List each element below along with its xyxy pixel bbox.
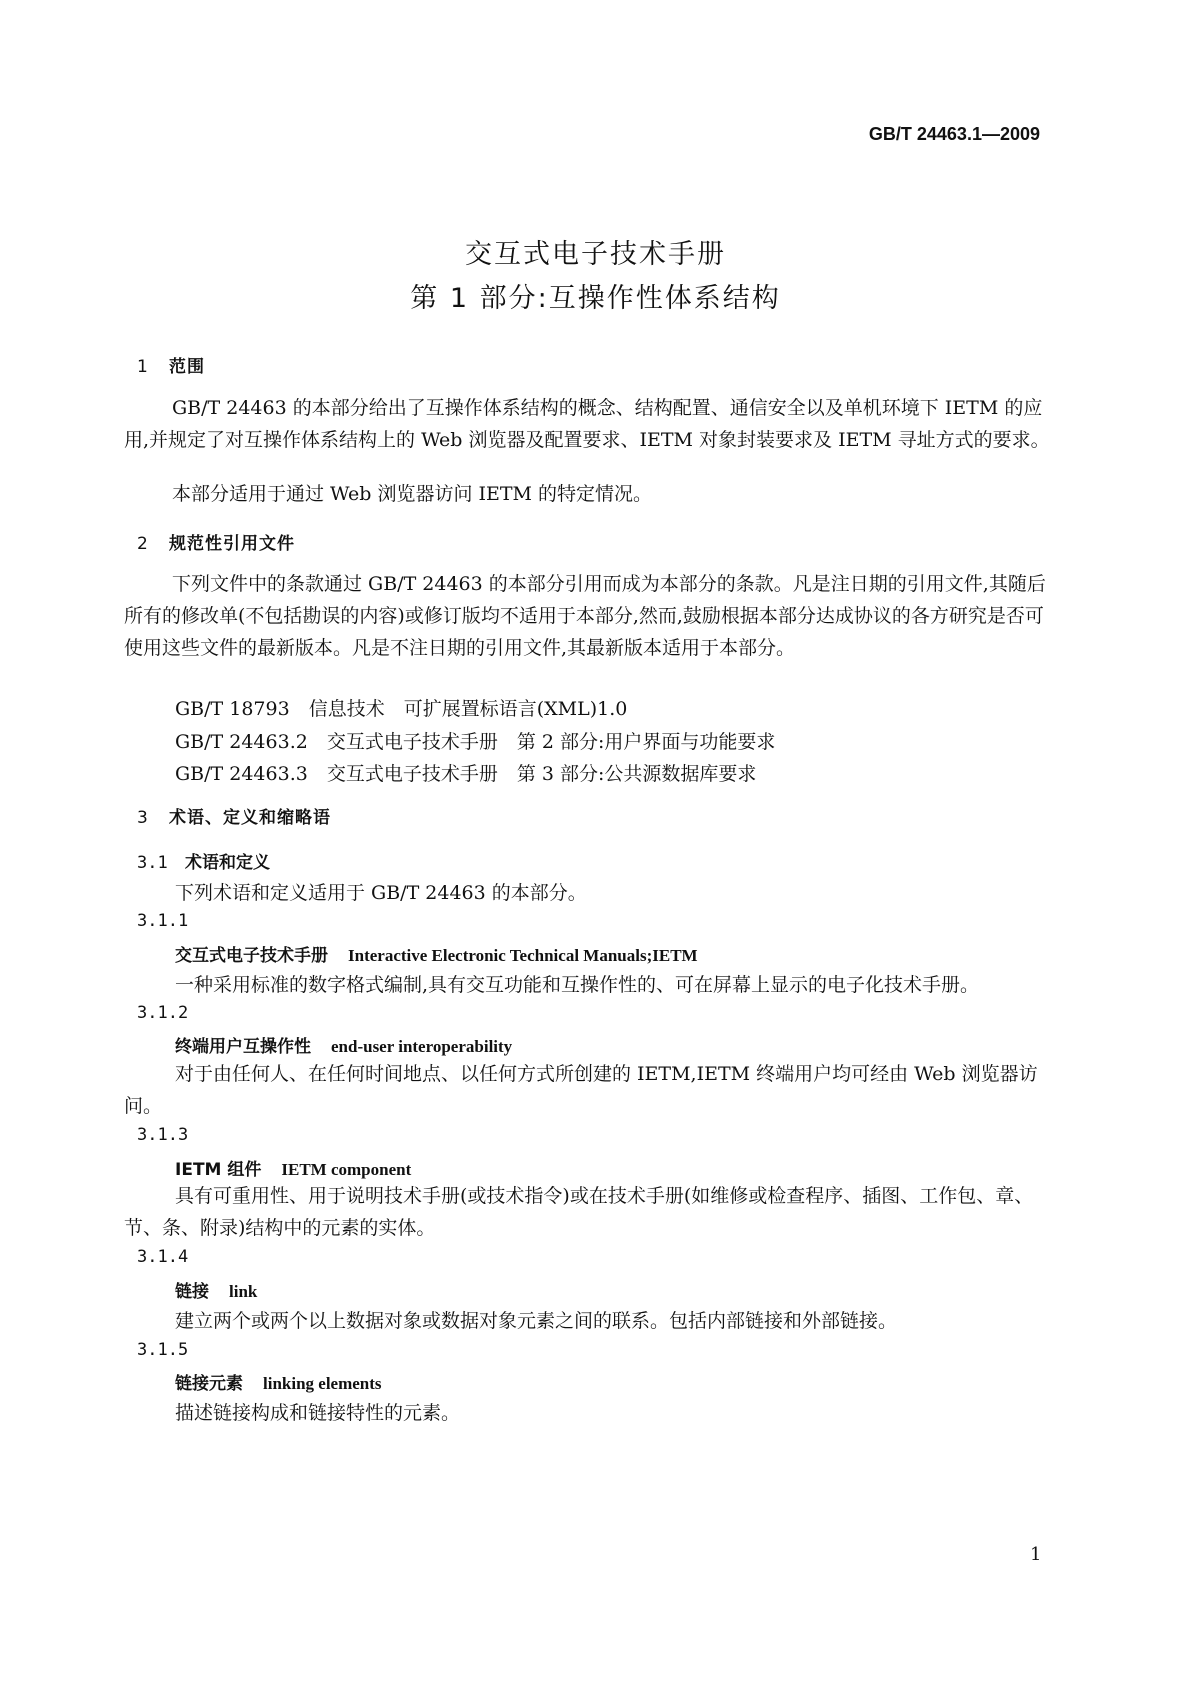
term-entry [175, 1032, 512, 1057]
section-title: 范围 [169, 357, 205, 377]
term-number: 3.1.4 [137, 1247, 189, 1267]
term-number: 3.1.3 [137, 1125, 189, 1145]
term-english: linking elements [263, 1374, 382, 1393]
normative-references-paragraph: 下列文件中的条款通过 GB/T 24463 的本部分引用而成为本部分的条款。凡是注日期的引用文件,其随后所有的修改单(不包括勘误的内容)或修订版均不适用于本部分,然而,鼓励根据本部分达成协议的各方研究是否可使用这些文件的最新版本。凡是不注日期的引用文件,其最新版本适用于本部分。 [124, 573, 1046, 659]
term-definition: 建立两个或两个以上数据对象或数据对象元素之间的联系。包括内部链接和外部链接。 [175, 1310, 898, 1332]
term-chinese: IETM 组件 [175, 1160, 262, 1180]
subsection-title: 术语和定义 [185, 853, 270, 873]
reference-item: GB/T 24463.2 交互式电子技术手册 第 2 部分:用户界面与功能要求 [175, 731, 776, 753]
document-subtitle: 第 1 部分:互操作性体系结构 [410, 283, 781, 314]
term-chinese: 链接元素 [175, 1374, 243, 1394]
term-number: 3.1.5 [137, 1340, 189, 1360]
term-english: IETM component [281, 1160, 412, 1179]
term-definition: 一种采用标准的数字格式编制,具有交互功能和互操作性的、可在屏幕上显示的电子化技术手册。 [175, 974, 980, 996]
page-number: 1 [1030, 1544, 1042, 1565]
term-english: Interactive Electronic Technical Manuals;IETM [348, 946, 698, 965]
term-chinese: 终端用户互操作性 [175, 1037, 311, 1057]
term-chinese: 交互式电子技术手册 [175, 946, 328, 966]
section-title: 规范性引用文件 [169, 534, 295, 554]
section-number: 3 [137, 808, 149, 828]
reference-item: GB/T 18793 信息技术 可扩展置标语言(XML)1.0 [175, 698, 628, 720]
subsection-number: 3.1 [137, 853, 168, 873]
term-entry [175, 941, 698, 966]
document-title: 交互式电子技术手册 [465, 239, 726, 270]
reference-item: GB/T 24463.3 交互式电子技术手册 第 3 部分:公共源数据库要求 [175, 763, 757, 785]
section-title: 术语、定义和缩略语 [169, 808, 331, 828]
section-heading-2 [137, 529, 295, 554]
term-entry [175, 1369, 382, 1394]
term-chinese: 链接 [175, 1282, 209, 1302]
term-entry [175, 1277, 257, 1302]
term-definition: 描述链接构成和链接特性的元素。 [175, 1402, 461, 1424]
section-heading-3 [137, 803, 331, 828]
scope-paragraph: GB/T 24463 的本部分给出了互操作体系结构的概念、结构配置、通信安全以及单机环境下 IETM 的应用,并规定了对互操作体系结构上的 Web 浏览器及配置要求、IETM 对象封装要求及 IETM 寻址方式的要求。 [124, 397, 1050, 451]
section-number: 2 [137, 534, 149, 554]
standard-number: GB/T 24463.1—2009 [868, 124, 1040, 144]
term-definition: 对于由任何人、在任何时间地点、以任何方式所创建的 IETM,IETM 终端用户均可经由 Web 浏览器访问。 [124, 1063, 1038, 1117]
term-english: end-user interoperability [331, 1037, 513, 1056]
section-heading-1 [137, 352, 205, 377]
term-number: 3.1.2 [137, 1003, 189, 1023]
term-definition: 具有可重用性、用于说明技术手册(或技术指令)或在技术手册(如维修或检查程序、插图、工作包、章、节、条、附录)结构中的元素的实体。 [124, 1185, 1034, 1239]
section-number: 1 [137, 357, 149, 377]
subsection-heading-3-1 [137, 848, 270, 873]
term-english: link [229, 1282, 258, 1301]
term-number: 3.1.1 [137, 911, 189, 931]
terms-intro: 下列术语和定义适用于 GB/T 24463 的本部分。 [175, 882, 587, 904]
scope-applicability: 本部分适用于通过 Web 浏览器访问 IETM 的特定情况。 [172, 483, 653, 505]
term-entry [175, 1155, 411, 1180]
